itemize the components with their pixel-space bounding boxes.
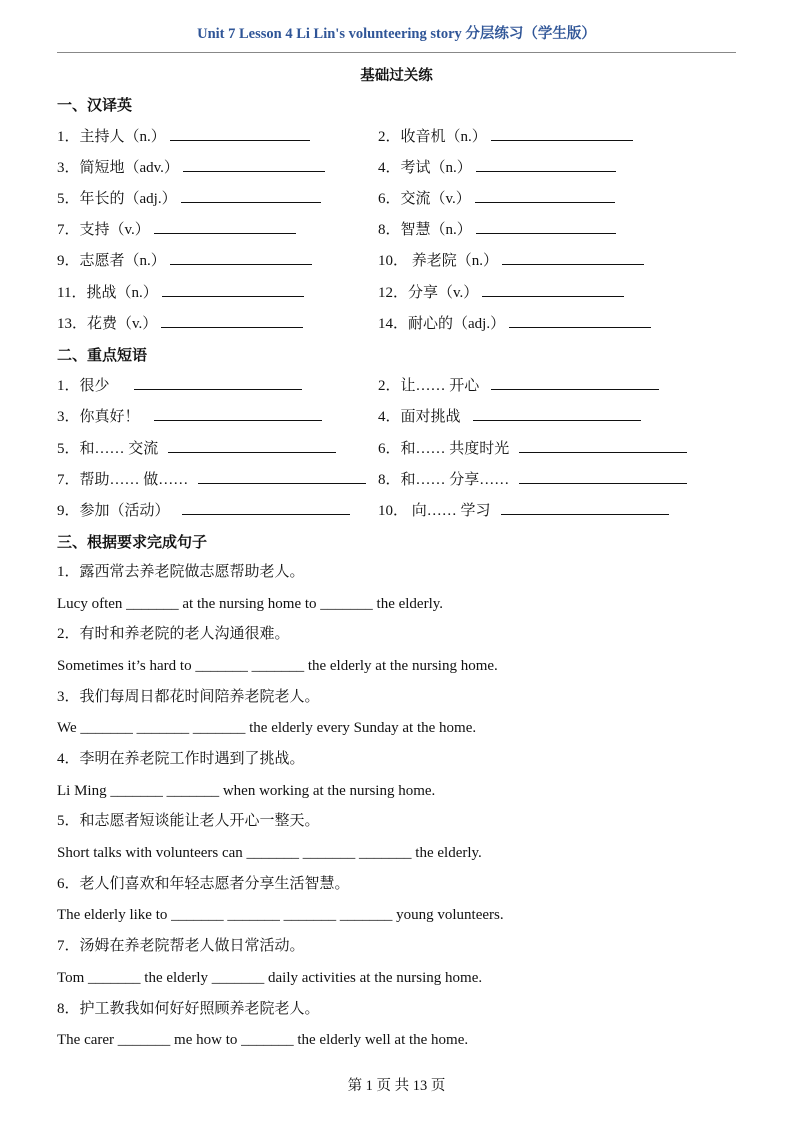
answer-blank[interactable] [154, 219, 296, 234]
part1-item: 1．主持人（n.） [57, 126, 310, 146]
part1-item: 11．挑战（n.） [57, 282, 304, 302]
part2-item: 8．和…… 分享…… [378, 469, 687, 489]
part2-item: 4．面对挑战 [378, 406, 641, 426]
part2-item: 9．参加（活动） [57, 500, 350, 520]
answer-blank[interactable] [154, 406, 322, 421]
answer-blank[interactable] [183, 157, 325, 172]
part2-item: 7．帮助…… 做…… [57, 469, 366, 489]
part1-item: 2．收音机（n.） [378, 126, 633, 146]
header-divider [57, 52, 736, 53]
question-chinese: 7．汤姆在养老院帮老人做日常活动。 [57, 938, 305, 954]
answer-blank[interactable] [473, 406, 641, 421]
part2-item: 10． 向…… 学习 [378, 500, 669, 520]
part1-heading: 一、汉译英 [57, 98, 133, 114]
part2-item: 3．你真好！ [57, 406, 322, 426]
answer-blank[interactable] [519, 438, 687, 453]
question-english-sentence[interactable]: Short talks with volunteers can _______ _______ _______ the elderly. [57, 845, 482, 861]
part1-item: 7．支持（v.） [57, 219, 296, 239]
part2-item: 2．让…… 开心 [378, 375, 659, 395]
question-english-sentence[interactable]: The elderly like to _______ _______ _______ _______ young volunteers. [57, 907, 504, 923]
part2-heading: 二、重点短语 [57, 348, 148, 364]
part1-item: 9．志愿者（n.） [57, 250, 312, 270]
part3-heading: 三、根据要求完成句子 [57, 535, 208, 551]
question-chinese: 3．我们每周日都花时间陪养老院老人。 [57, 689, 320, 705]
question-chinese: 5．和志愿者短谈能让老人开心一整天。 [57, 813, 320, 829]
part1-item: 10． 养老院（n.） [378, 250, 644, 270]
question-english-sentence[interactable]: Tom _______ the elderly _______ daily activities at the nursing home. [57, 970, 483, 986]
question-english-sentence[interactable]: Lucy often _______ at the nursing home to _______ the elderly. [57, 596, 444, 612]
part1-item: 5．年长的（adj.） [57, 188, 321, 208]
part1-item: 12．分享（v.） [378, 282, 624, 302]
answer-blank[interactable] [181, 188, 321, 203]
question-english-sentence[interactable]: We _______ _______ _______ the elderly every Sunday at the home. [57, 720, 477, 736]
answer-blank[interactable] [198, 469, 366, 484]
part2-item: 1．很少 [57, 375, 302, 395]
part1-item: 3．简短地（adv.） [57, 157, 325, 177]
answer-blank[interactable] [170, 250, 312, 265]
answer-blank[interactable] [482, 282, 624, 297]
part1-item: 8．智慧（n.） [378, 219, 616, 239]
answer-blank[interactable] [168, 438, 336, 453]
page-number-footer: 第 1 页 共 13 页 [347, 1078, 446, 1094]
answer-blank[interactable] [501, 500, 669, 515]
part2-item: 5．和…… 交流 [57, 438, 336, 458]
question-chinese: 2．有时和养老院的老人沟通很难。 [57, 626, 290, 642]
answer-blank[interactable] [475, 188, 615, 203]
part1-item: 14．耐心的（adj.） [378, 313, 651, 333]
question-english-sentence[interactable]: Sometimes it’s hard to _______ _______ the elderly at the nursing home. [57, 658, 498, 674]
answer-blank[interactable] [519, 469, 687, 484]
answer-blank[interactable] [134, 375, 302, 390]
answer-blank[interactable] [170, 126, 310, 141]
answer-blank[interactable] [476, 157, 616, 172]
question-chinese: 6．老人们喜欢和年轻志愿者分享生活智慧。 [57, 876, 350, 892]
answer-blank[interactable] [491, 126, 633, 141]
part1-item: 13．花费（v.） [57, 313, 303, 333]
question-chinese: 1．露西常去养老院做志愿帮助老人。 [57, 564, 305, 580]
part1-item: 6．交流（v.） [378, 188, 615, 208]
answer-blank[interactable] [509, 313, 651, 328]
part1-item: 4．考试（n.） [378, 157, 616, 177]
answer-blank[interactable] [491, 375, 659, 390]
question-chinese: 4．李明在养老院工作时遇到了挑战。 [57, 751, 305, 767]
question-english-sentence[interactable]: The carer _______ me how to _______ the elderly well at the home. [57, 1032, 469, 1048]
question-chinese: 8．护工教我如何好好照顾养老院老人。 [57, 1001, 320, 1017]
section-title: 基础过关练 [360, 68, 433, 84]
question-english-sentence[interactable]: Li Ming _______ _______ when working at the nursing home. [57, 783, 436, 799]
part2-item: 6．和…… 共度时光 [378, 438, 687, 458]
document-header-title: Unit 7 Lesson 4 Li Lin's volunteering story 分层练习（学生版） [197, 26, 596, 42]
answer-blank[interactable] [476, 219, 616, 234]
answer-blank[interactable] [161, 313, 303, 328]
answer-blank[interactable] [182, 500, 350, 515]
answer-blank[interactable] [502, 250, 644, 265]
answer-blank[interactable] [162, 282, 304, 297]
